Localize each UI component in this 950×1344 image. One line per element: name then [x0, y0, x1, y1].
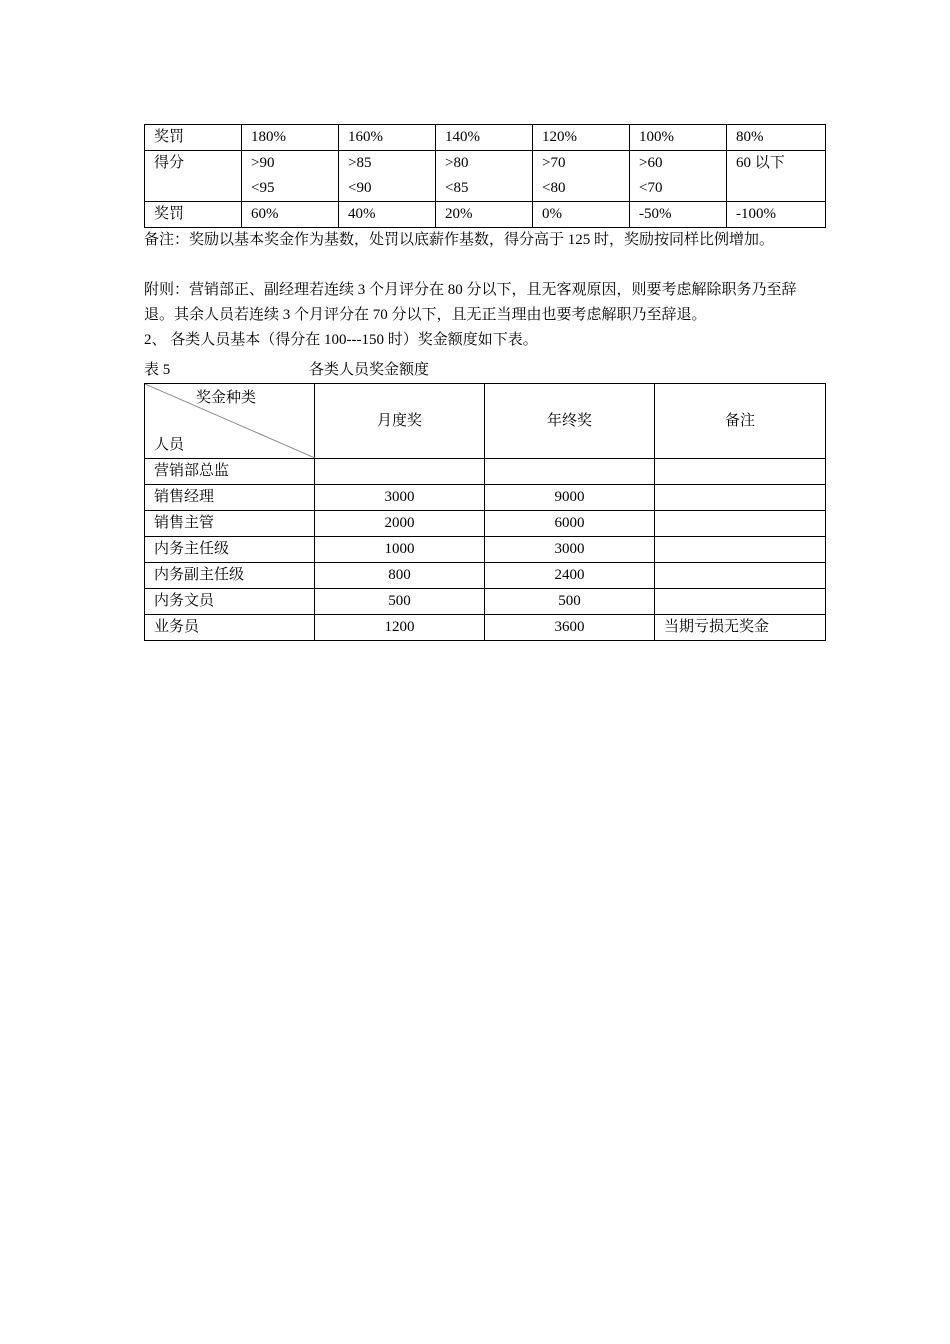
monthly-cell: 1200	[315, 615, 485, 641]
table-cell	[436, 151, 533, 202]
document-body	[144, 124, 825, 641]
table-cell: 140%	[436, 125, 533, 151]
yearly-cell: 3000	[485, 537, 655, 563]
table-cell	[533, 151, 630, 202]
cell-line: <95	[251, 180, 275, 196]
remark-cell	[655, 459, 826, 485]
table-cell	[242, 151, 339, 202]
table-cell: 40%	[339, 202, 436, 228]
table-header-row	[145, 384, 826, 459]
table-cell: 180%	[242, 125, 339, 151]
table-row	[145, 459, 826, 485]
monthly-cell	[315, 459, 485, 485]
table-cell: 80%	[727, 125, 826, 151]
header-personnel: 人员	[154, 437, 185, 453]
table-row	[145, 589, 826, 615]
table-cell: -50%	[630, 202, 727, 228]
table-cell: 160%	[339, 125, 436, 151]
monthly-cell: 2000	[315, 511, 485, 537]
role-cell: 营销部总监	[145, 459, 315, 485]
remark-cell	[655, 537, 826, 563]
role-cell: 内务副主任级	[145, 563, 315, 589]
table-cell	[630, 151, 727, 202]
table-title: 各类人员奖金额度	[309, 362, 430, 378]
blank-line	[144, 253, 825, 278]
monthly-cell: 3000	[315, 485, 485, 511]
header-remark: 备注	[655, 384, 826, 459]
table-cell: 20%	[436, 202, 533, 228]
header-yearly: 年终奖	[485, 384, 655, 459]
table-cell: 100%	[630, 125, 727, 151]
header-bonus-type: 奖金种类	[196, 390, 257, 406]
cell-line: 60 以下	[736, 155, 785, 171]
table-cell: -100%	[727, 202, 826, 228]
yearly-cell: 3600	[485, 615, 655, 641]
bonus-amount-table	[144, 383, 826, 641]
role-cell: 业务员	[145, 615, 315, 641]
role-cell: 销售主管	[145, 511, 315, 537]
table-row	[145, 202, 826, 228]
table-cell: 奖罚	[145, 125, 242, 151]
remark-cell: 当期亏损无奖金	[655, 615, 826, 641]
table-cell	[727, 151, 826, 202]
diagonal-header-cell	[145, 384, 315, 459]
remark-cell	[655, 485, 826, 511]
table-row	[145, 563, 826, 589]
note-paragraph: 备注：奖励以基本奖金作为基数，处罚以底薪作基数，得分高于 125 时，奖励按同样比例增加。	[144, 232, 775, 248]
score-reward-table	[144, 124, 826, 228]
table-row	[145, 151, 826, 202]
cell-line: <90	[348, 180, 372, 196]
role-cell: 内务文员	[145, 589, 315, 615]
item-2-paragraph: 2、 各类人员基本（得分在 100---150 时）奖金额度如下表。	[144, 332, 538, 348]
table-row	[145, 615, 826, 641]
monthly-cell: 1000	[315, 537, 485, 563]
table-cell: 奖罚	[145, 202, 242, 228]
cell-line: >85	[348, 155, 372, 171]
table-row	[145, 511, 826, 537]
yearly-cell	[485, 459, 655, 485]
table-cell	[339, 151, 436, 202]
cell-line: <85	[445, 180, 469, 196]
table-cell: 0%	[533, 202, 630, 228]
monthly-cell: 500	[315, 589, 485, 615]
appendix-paragraph: 附则：营销部正、副经理若连续 3 个月评分在 80 分以下，且无客观原因，则要考虑解除职务乃至辞退。其余人员若连续 3 个月评分在 70 分以下，且无正当理由也要考虑解职乃至辞退。	[144, 282, 797, 323]
cell-line: <70	[639, 180, 663, 196]
role-cell: 销售经理	[145, 485, 315, 511]
cell-line: >70	[542, 155, 566, 171]
table-label: 表 5	[144, 362, 171, 378]
yearly-cell: 9000	[485, 485, 655, 511]
role-cell: 内务主任级	[145, 537, 315, 563]
table-row	[145, 485, 826, 511]
yearly-cell: 6000	[485, 511, 655, 537]
table-caption	[144, 358, 825, 383]
monthly-cell: 800	[315, 563, 485, 589]
table-row	[145, 125, 826, 151]
cell-line: >90	[251, 155, 275, 171]
table-cell: 60%	[242, 202, 339, 228]
table-cell: 120%	[533, 125, 630, 151]
remark-cell	[655, 563, 826, 589]
remark-cell	[655, 511, 826, 537]
remark-cell	[655, 589, 826, 615]
yearly-cell: 500	[485, 589, 655, 615]
table-row	[145, 537, 826, 563]
cell-line: >60	[639, 155, 663, 171]
yearly-cell: 2400	[485, 563, 655, 589]
header-monthly: 月度奖	[315, 384, 485, 459]
cell-line: <80	[542, 180, 566, 196]
table-cell: 得分	[145, 151, 242, 202]
cell-line: >80	[445, 155, 469, 171]
